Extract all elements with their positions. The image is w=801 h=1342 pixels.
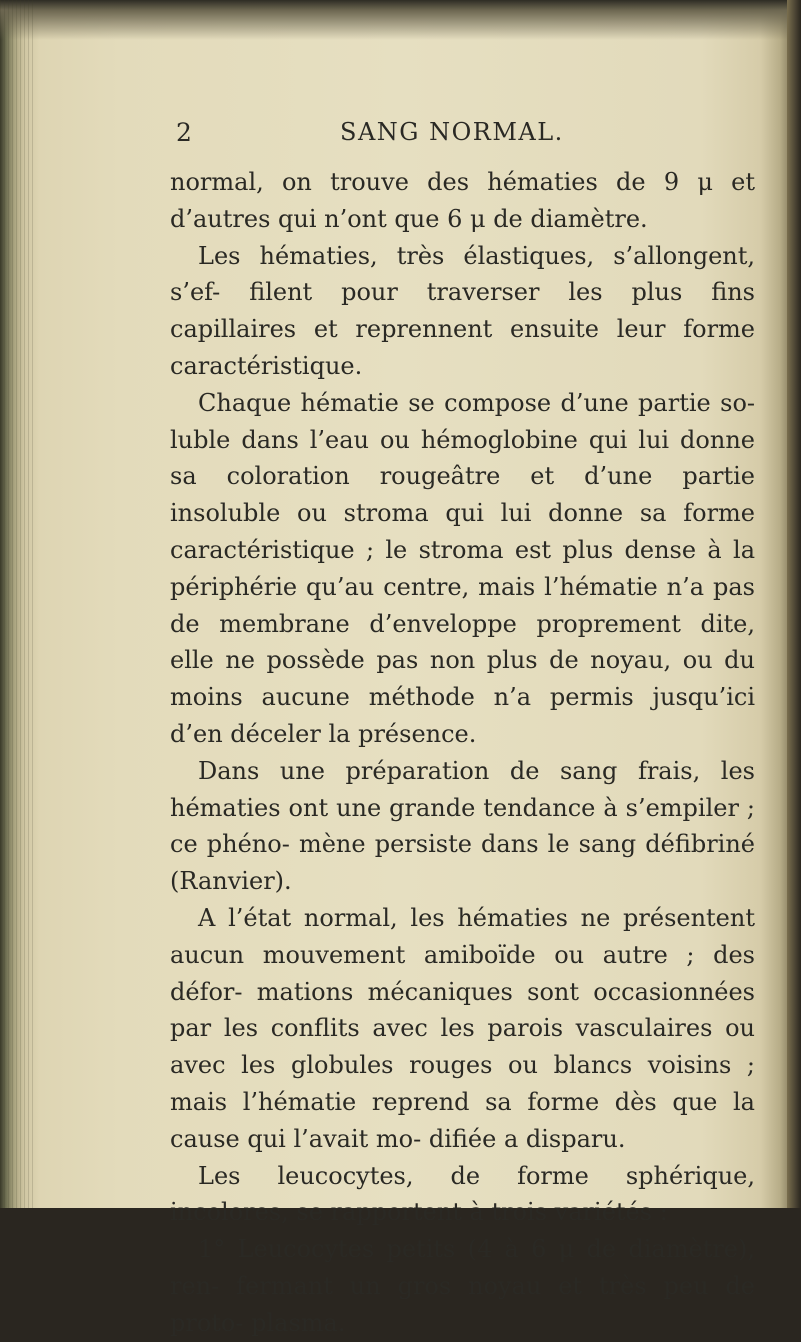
- paragraph-4: Dans une préparation de sang frais, les hématies ont une grande tendance à s’empiler ; ce phéno- mène persiste dans le sang défibriné (Ranvier).: [170, 756, 755, 896]
- paragraph-3: Chaque hématie se compose d’une partie so- luble dans l’eau ou hémoglobine qui lui donne sa coloration rougeâtre et d’une partie insoluble ou stroma qui lui donne sa forme caractéristique ; le stroma est plus dense à la périphérie qu’au centre, mais l’hématie n’a pas de membrane d’enveloppe proprement dite, elle ne possède pas non plus de noyau, ou du moins aucune méthode n’a permis jusqu’ici d’en déceler la présence.: [170, 388, 755, 748]
- book-top-shadow: [0, 0, 801, 40]
- paragraph-2: Les hématies, très élastiques, s’allongent, s’ef- filent pour traverser les plus fins capillaires et reprennent ensuite leur forme caractéristique.: [170, 241, 755, 380]
- paragraph-1: normal, on trouve des hématies de 9 μ et d’autres qui n’ont que 6 μ de diamètre.: [170, 168, 755, 233]
- page-number: 2: [176, 118, 193, 147]
- running-head: [170, 118, 770, 148]
- paragraph-6: Les leucocytes, de forme sphérique, incolores, se rapportent à trois variétés :: [170, 1161, 755, 1227]
- running-head-title: SANG NORMAL.: [340, 118, 564, 146]
- paragraph-5: A l’état normal, les hématies ne présentent aucun mouvement amiboïde ou autre ; des défor- mations mécaniques sont occasionnées par les conflits avec les parois vasculaires ou avec les globules rouges ou blancs voisins ; mais l’hématie reprend sa forme dès que la cause qui l’avait mo- difiée a disparu.: [170, 903, 755, 1153]
- page-edge-right: [787, 0, 801, 1208]
- body-text: [170, 164, 755, 1342]
- paragraph-7: 1° Leucocytes petits (4 à 6 μ de diamètre), ren- fermant un gros noyau et très peu de proto- plasma.: [170, 1235, 755, 1337]
- book-spine-edge: [0, 0, 34, 1208]
